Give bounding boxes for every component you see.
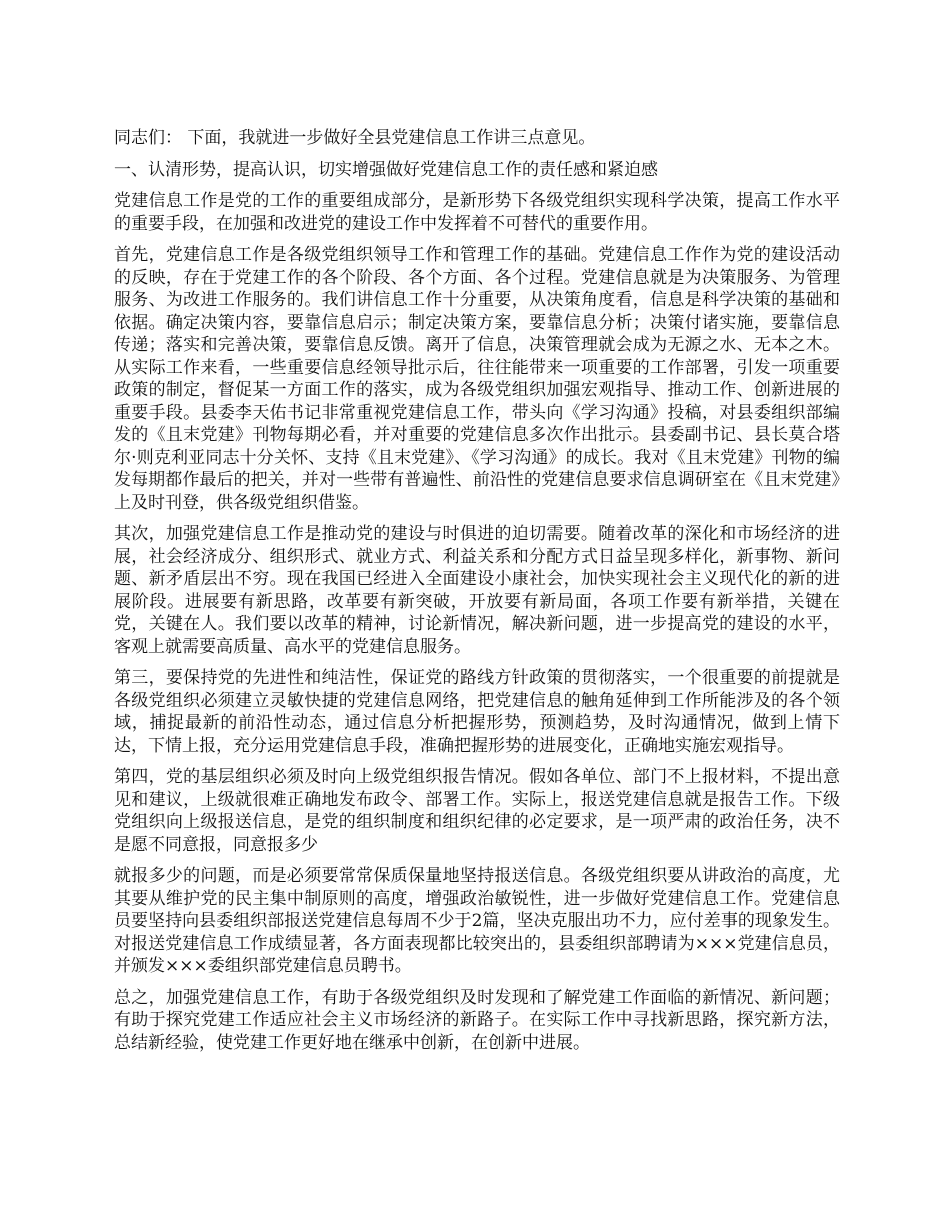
body-paragraph: 就报多少的问题，而是必须要常常保质保量地坚持报送信息。各级党组织要从讲政治的高度，尤其要从维护党的民主集中制原则的高度，增强政治敏锐性，进一步做好党建信息工作。党建信息员要坚持向县委组织部报送党建信息每周不少于2篇，坚决克服出功不力，应付差事的现象发生。对报送党建信息工作成绩显著，各方面表现都比较突出的，县委组织部聘请为×××党建信息员，并颁发×××委组织部党建信息员聘书。 [114,866,840,976]
body-paragraph: 其次，加强党建信息工作是推动党的建设与时俱进的迫切需要。随着改革的深化和市场经济的进展，社会经济成分、组织形式、就业方式、利益关系和分配方式日益呈现多样化，新事物、新问题、新矛盾层出不穷。现在我国已经进入全面建设小康社会，加快实现社会主义现代化的新的进展阶段。进展要有新思路，改革要有新突破，开放要有新局面，各项工作要有新举措，关键在党，关键在人。我们要以改革的精神，讨论新情况，解决新问题，进一步提高党的建设的水平，客观上就需要高质量、高水平的党建信息服务。 [114,524,840,657]
greeting-paragraph: 同志们： 下面，我就进一步做好全县党建信息工作讲三点意见。 [114,128,596,148]
body-paragraph: 党建信息工作是党的工作的重要组成部分，是新形势下各级党组织实现科学决策，提高工作水平的重要手段，在加强和改进党的建设工作中发挥着不可替代的重要作用。 [114,191,840,234]
body-paragraph: 首先，党建信息工作是各级党组织领导工作和管理工作的基础。党建信息工作作为党的建设活动的反映，存在于党建工作的各个阶段、各个方面、各个过程。党建信息就是为决策服务、为管理服务、为改进工作服务的。我们讲信息工作十分重要，从决策角度看，信息是科学决策的基础和依据。确定决策内容，要靠信息启示；制定决策方案，要靠信息分析；决策付诸实施，要靠信息传递；落实和完善决策，要靠信息反馈。离开了信息，决策管理就会成为无源之水、无本之木。从实际工作来看，一些重要信息经领导批示后，往往能带来一项重要的工作部署，引发一项重要政策的制定，督促某一方面工作的落实，成为各级党组织加强宏观指导、推动工作、创新进展的重要手段。县委李天佑书记非常重视党建信息工作，带头向《学习沟通》投稿，对县委组织部编发的《且末党建》刊物每期必看，并对重要的党建信息多次作出批示。县委副书记、县长莫合塔尔·则克利亚同志十分关怀、支持《且末党建》、《学习沟通》的成长。我对《且末党建》刊物的编发每期都作最后的把关，并对一些带有普遍性、前沿性的党建信息要求信息调研室在《且末党建》上及时刊登，供各级党组织借鉴。 [114,245,840,513]
document-body [114,127,840,1063]
closing-paragraph: 总之，加强党建信息工作，有助于各级党组织及时发现和了解党建工作面临的新情况、新问题；有助于探究党建工作适应社会主义市场经济的新路子。在实际工作中寻找新思路，探究新方法，总结新经验，使党建工作更好地在继承中创新，在创新中进展。 [114,987,840,1053]
section-heading: 一、认清形势，提高认识，切实增强做好党建信息工作的责任感和紧迫感 [114,159,658,180]
body-paragraph: 第四，党的基层组织必须及时向上级党组织报告情况。假如各单位、部门不上报材料，不提出意见和建议，上级就很难正确地发布政令、部署工作。实际上，报送党建信息就是报告工作。下级党组织向上级报送信息，是党的组织制度和组织纪律的必定要求，是一项严肃的政治任务，决不是愿不同意报，同意报多少 [114,767,840,855]
body-paragraph: 第三，要保持党的先进性和纯洁性，保证党的路线方针政策的贯彻落实，一个很重要的前提就是各级党组织必须建立灵敏快捷的党建信息网络，把党建信息的触角延伸到工作所能涉及的各个领域，捕捉最新的前沿性动态，通过信息分析把握形势，预测趋势，及时沟通情况，做到上情下达，下情上报，充分运用党建信息手段，准确把握形势的进展变化，正确地实施宏观指导。 [114,668,840,756]
